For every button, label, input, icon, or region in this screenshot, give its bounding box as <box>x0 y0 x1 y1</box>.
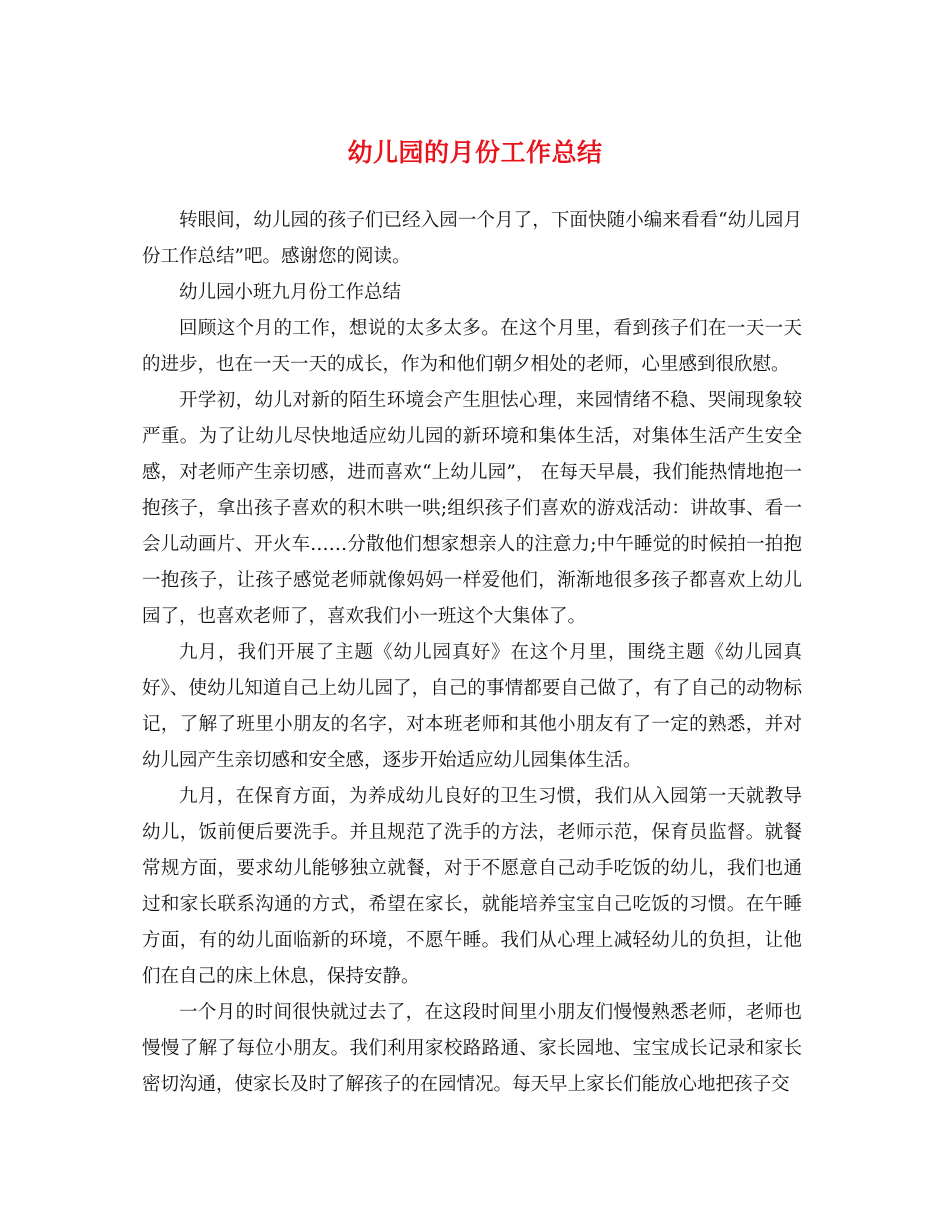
paragraph-school-start: 开学初，幼儿对新的陌生环境会产生胆怯心理，来园情绪不稳、哭闹现象较严重。为了让幼儿尽快地适应幼儿园的新环境和集体生活，对集体生活产生安全感，对老师产生亲切感，进而喜欢“上幼儿园”， 在每天早晨，我们能热情地抱一抱孩子，拿出孩子喜欢的积木哄一哄;组织孩子们喜欢的游戏活动：讲故事、看一会儿动画片、开火车……分散他们想家想亲人的注意力;中午睡觉的时候拍一拍抱一抱孩子，让孩子感觉老师就像妈妈一样爱他们，渐渐地很多孩子都喜欢上幼儿园了，也喜欢老师了，喜欢我们小一班这个大集体了。 <box>142 390 802 627</box>
paragraph-theme: 九月，我们开展了主题《幼儿园真好》在这个月里，围绕主题《幼儿园真好》、使幼儿知道自己上幼儿园了，自己的事情都要自己做了，有了自己的动物标记，了解了班里小朋友的名字，对本班老师和其他小朋友有了一定的熟悉，并对幼儿园产生亲切感和安全感，逐步开始适应幼儿园集体生活。 <box>142 642 802 771</box>
paragraph-month-passed: 一个月的时间很快就过去了，在这段时间里小朋友们慢慢熟悉老师，老师也慢慢了解了每位小朋友。我们利用家校路路通、家长园地、宝宝成长记录和家长密切沟通，使家长及时了解孩子的在园情况。每天早上家长们能放心地把孩子交 <box>142 1002 802 1095</box>
paragraph-intro: 转眼间，幼儿园的孩子们已经入园一个月了，下面快随小编来看看“幼儿园月份工作总结”吧。感谢您的阅读。 <box>142 210 802 267</box>
paragraph-review: 回顾这个月的工作，想说的太多太多。在这个月里，看到孩子们在一天一天的进步，也在一天一天的成长，作为和他们朝夕相处的老师，心里感到很欣慰。 <box>142 318 802 375</box>
document-title: 幼儿园的月份工作总结 <box>347 138 603 167</box>
document-body <box>142 203 802 1103</box>
paragraph-subheading: 幼儿园小班九月份工作总结 <box>179 282 402 303</box>
paragraph-care: 九月，在保育方面，为养成幼儿良好的卫生习惯，我们从入园第一天就教导幼儿，饭前便后要洗手。并且规范了洗手的方法，老师示范，保育员监督。就餐常规方面，要求幼儿能够独立就餐，对于不愿意自己动手吃饭的幼儿，我们也通过和家长联系沟通的方式，希望在家长，就能培养宝宝自己吃饭的习惯。在午睡方面，有的幼儿面临新的环境，不愿午睡。我们从心理上减轻幼儿的负担，让他们在自己的床上休息，保持安静。 <box>142 786 802 987</box>
